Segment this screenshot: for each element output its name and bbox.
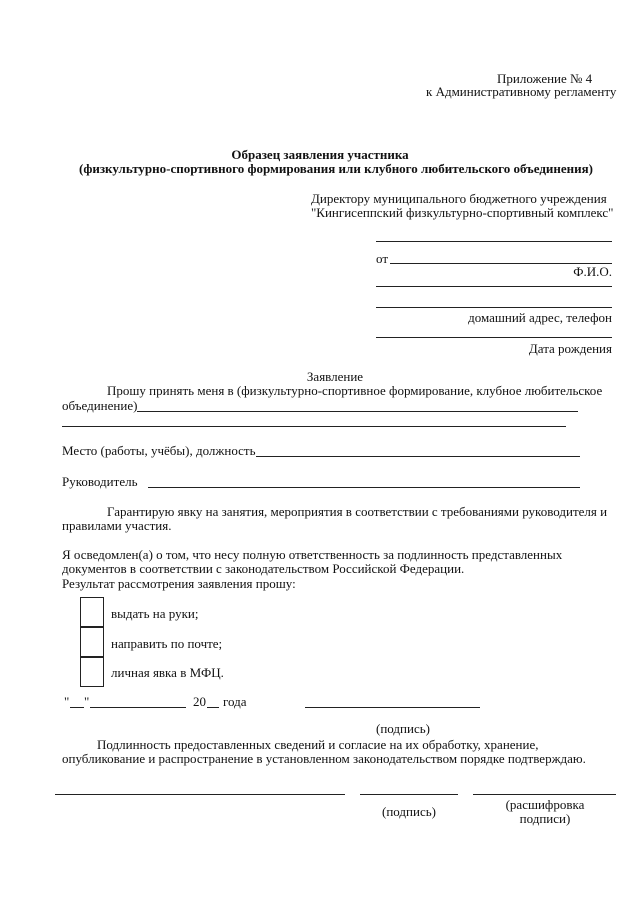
leader-field[interactable] <box>148 487 580 488</box>
applicant-signature-field[interactable] <box>305 707 480 708</box>
workplace-label: Место (работы, учёбы), должность <box>62 443 256 458</box>
fio-label: Ф.И.О. <box>573 264 612 279</box>
consent-signature-field[interactable] <box>360 794 458 795</box>
association-name-extra-line[interactable] <box>62 426 566 427</box>
consent-text-line-1: Подлинность предоставленных сведений и согласие на их обработку, хранение, <box>97 737 539 752</box>
fio-extra-line[interactable] <box>376 286 612 287</box>
responsibility-text-line-2: документов в соответствии с законодательством Российской Федерации. <box>62 561 465 576</box>
result-label: Результат рассмотрения заявления прошу: <box>62 576 296 591</box>
address-field[interactable] <box>376 307 612 308</box>
date-year-field[interactable] <box>207 707 219 708</box>
request-text-line-2: объединение) <box>62 398 138 413</box>
application-heading: Заявление <box>306 369 364 384</box>
document-subtitle: (физкультурно-спортивного формирования или клубного любительского объединения) <box>79 161 593 176</box>
applicant-signature-label: (подпись) <box>376 721 430 736</box>
date-day-field[interactable] <box>70 707 84 708</box>
addressee-extra-line[interactable] <box>376 241 612 242</box>
birth-date-label: Дата рождения <box>528 341 612 356</box>
leader-label: Руководитель <box>62 474 138 489</box>
association-name-field[interactable] <box>137 411 578 412</box>
appendix-number: Приложение № 4 <box>497 71 593 86</box>
birth-date-field[interactable] <box>376 337 612 338</box>
year-prefix: 20 <box>193 694 206 709</box>
option-checkbox-mfc[interactable] <box>80 657 104 687</box>
option-checkbox-hand-over[interactable] <box>80 597 104 627</box>
option-mail-label: направить по почте; <box>111 636 223 651</box>
consent-signature-label: (подпись) <box>382 804 436 819</box>
regulation-reference: к Административному регламенту <box>426 84 617 99</box>
signature-decoding-label-line-2: подписи) <box>519 811 571 826</box>
date-month-field[interactable] <box>90 707 186 708</box>
responsibility-text-line-1: Я осведомлен(а) о том, что несу полную ответственность за подлинность представленных <box>62 547 563 562</box>
addressee-line-2: "Кингисеппский физкультурно-спортивный комплекс" <box>311 205 614 220</box>
address-label: домашний адрес, телефон <box>468 310 612 325</box>
date-quote-open: " <box>64 694 70 709</box>
option-mfc-label: личная явка в МФЦ. <box>111 665 224 680</box>
workplace-field[interactable] <box>256 456 580 457</box>
from-label: от <box>376 251 389 266</box>
addressee-line-1: Директору муниципального бюджетного учреждения <box>311 191 607 206</box>
option-checkbox-mail[interactable] <box>80 627 104 657</box>
document-title: Образец заявления участника <box>231 147 409 162</box>
year-suffix: года <box>223 694 247 709</box>
option-hand-over-label: выдать на руки; <box>111 606 199 621</box>
guarantee-text-line-2: правилами участия. <box>62 518 172 533</box>
signature-decoding-label-line-1: (расшифровка <box>505 797 585 812</box>
date-quote-close: " <box>84 694 90 709</box>
consent-text-line-2: опубликование и распространение в установленном законодательством порядке подтверждаю. <box>62 751 586 766</box>
consent-signature-decoding-field[interactable] <box>473 794 616 795</box>
request-text-line-1: Прошу принять меня в (физкультурно-спортивное формирование, клубное любительское <box>107 383 603 398</box>
guarantee-text-line-1: Гарантирую явку на занятия, мероприятия в соответствии с требованиями руководителя и <box>107 504 608 519</box>
consent-fio-field[interactable] <box>55 794 345 795</box>
